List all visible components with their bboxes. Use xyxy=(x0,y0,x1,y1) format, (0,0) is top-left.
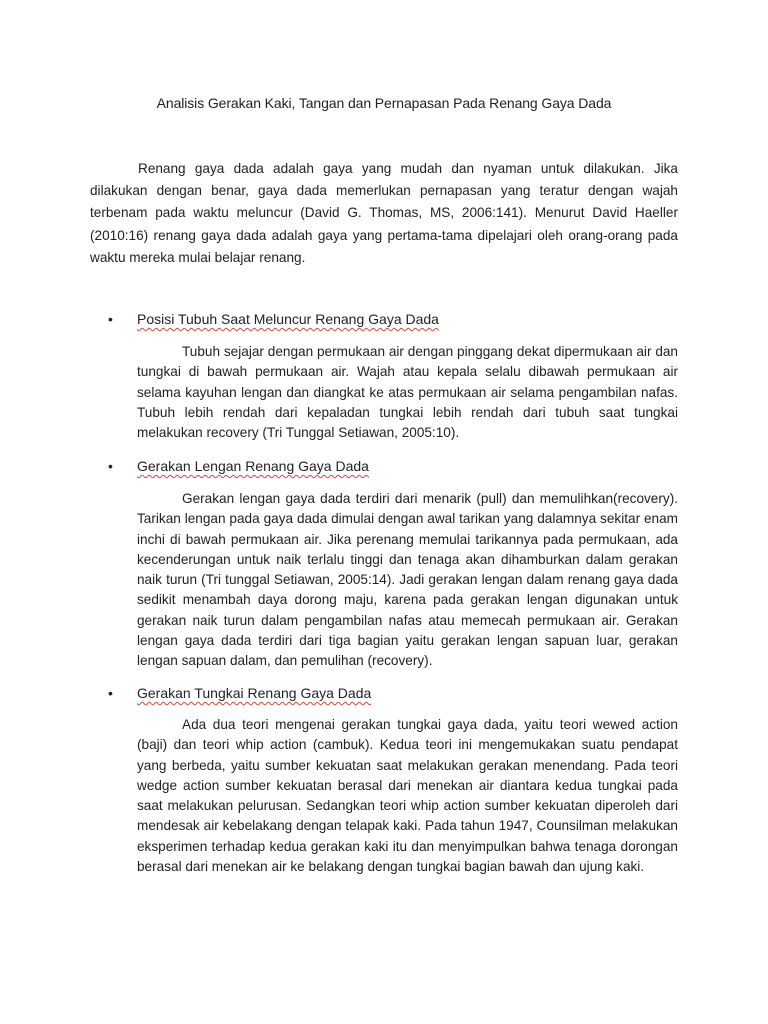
section-heading-gerakan-tungkai xyxy=(108,683,371,703)
section-body-gerakan-lengan: Gerakan lengan gaya dada terdiri dari menarik (pull) dan memulihkan(recovery). Tarikan lengan pada gaya dada dimulai dengan awal tarikan yang dalamnya sekitar enam inchi di bawah permukaan air. Jika perenang memulai tarikannya pada permukaan, ada kecenderungan untuk naik terlalu tinggi dan tenaga akan dihamburkan dalam gerakan naik turun (Tri tunggal Setiawan, 2005:14). Jadi gerakan lengan dalam renang gaya dada sedikit menambah daya dorong maju, karena pada gerakan lengan digunakan untuk gerakan naik turun dalam pengambilan nafas atau memecah permukaan air. Gerakan lengan gaya dada terdiri dari tiga bagian yaitu gerakan lengan sapuan luar, gerakan lengan sapuan dalam, dan pemulihan (recovery). xyxy=(137,491,678,669)
section-body-posisi-tubuh: Tubuh sejajar dengan permukaan air dengan pinggang dekat dipermukaan air dan tungkai di bawah permukaan air. Wajah atau kepala selalu dibawah permukaan air selama kayuhan lengan dan diangkat ke atas permukaan air selama pengambilan nafas. Tubuh lebih rendah dari kepaladan tungkai lebih rendah dari tubuh saat tungkai melakukan recovery (Tri Tunggal Setiawan, 2005:10). xyxy=(137,344,678,441)
section-heading-gerakan-lengan xyxy=(108,456,369,476)
section-body-gerakan-tungkai: Ada dua teori mengenai gerakan tungkai gaya dada, yaitu teori wewed action (baji) dan teori whip action (cambuk). Kedua teori ini mengemukakan suatu pendapat yang berbeda, yaitu sumber kekuatan saat melakukan gerakan menendang. Pada teori wedge action sumber kekuatan berasal dari menekan air diantara kedua tungkai pada saat melakukan pelurusan. Sedangkan teori whip action sumber kekuatan diperoleh dari mendesak air kebelakang dengan telapak kaki. Pada tahun 1947, Counsilman melakukan eksperimen terhadap kedua gerakan kaki itu dan menyimpulkan bahwa tenaga dorongan berasal dari menekan air ke belakang dengan tungkai bagian bawah dan ujung kaki. xyxy=(137,717,678,875)
section-heading-text: Posisi Tubuh Saat Meluncur Renang Gaya Dada xyxy=(137,311,439,327)
document-title: Analisis Gerakan Kaki, Tangan dan Pernapasan Pada Renang Gaya Dada xyxy=(156,95,612,111)
bullet-icon: • xyxy=(108,458,113,474)
section-heading-posisi-tubuh xyxy=(108,309,439,329)
section-heading-text: Gerakan Tungkai Renang Gaya Dada xyxy=(137,685,372,701)
bullet-icon: • xyxy=(108,685,113,701)
section-heading-text: Gerakan Lengan Renang Gaya Dada xyxy=(137,458,369,474)
intro-paragraph: Renang gaya dada adalah gaya yang mudah dan nyaman untuk dilakukan. Jika dilakukan dengan benar, gaya dada memerlukan pernapasan yang teratur dengan wajah terbenam pada waktu meluncur (David G. Thomas, MS, 2006:141). Menurut David Haeller (2010:16) renang gaya dada adalah gaya yang pertama-tama dipelajari oleh orang-orang pada waktu mereka mulai belajar renang. xyxy=(90,161,678,265)
bullet-icon: • xyxy=(108,311,113,327)
